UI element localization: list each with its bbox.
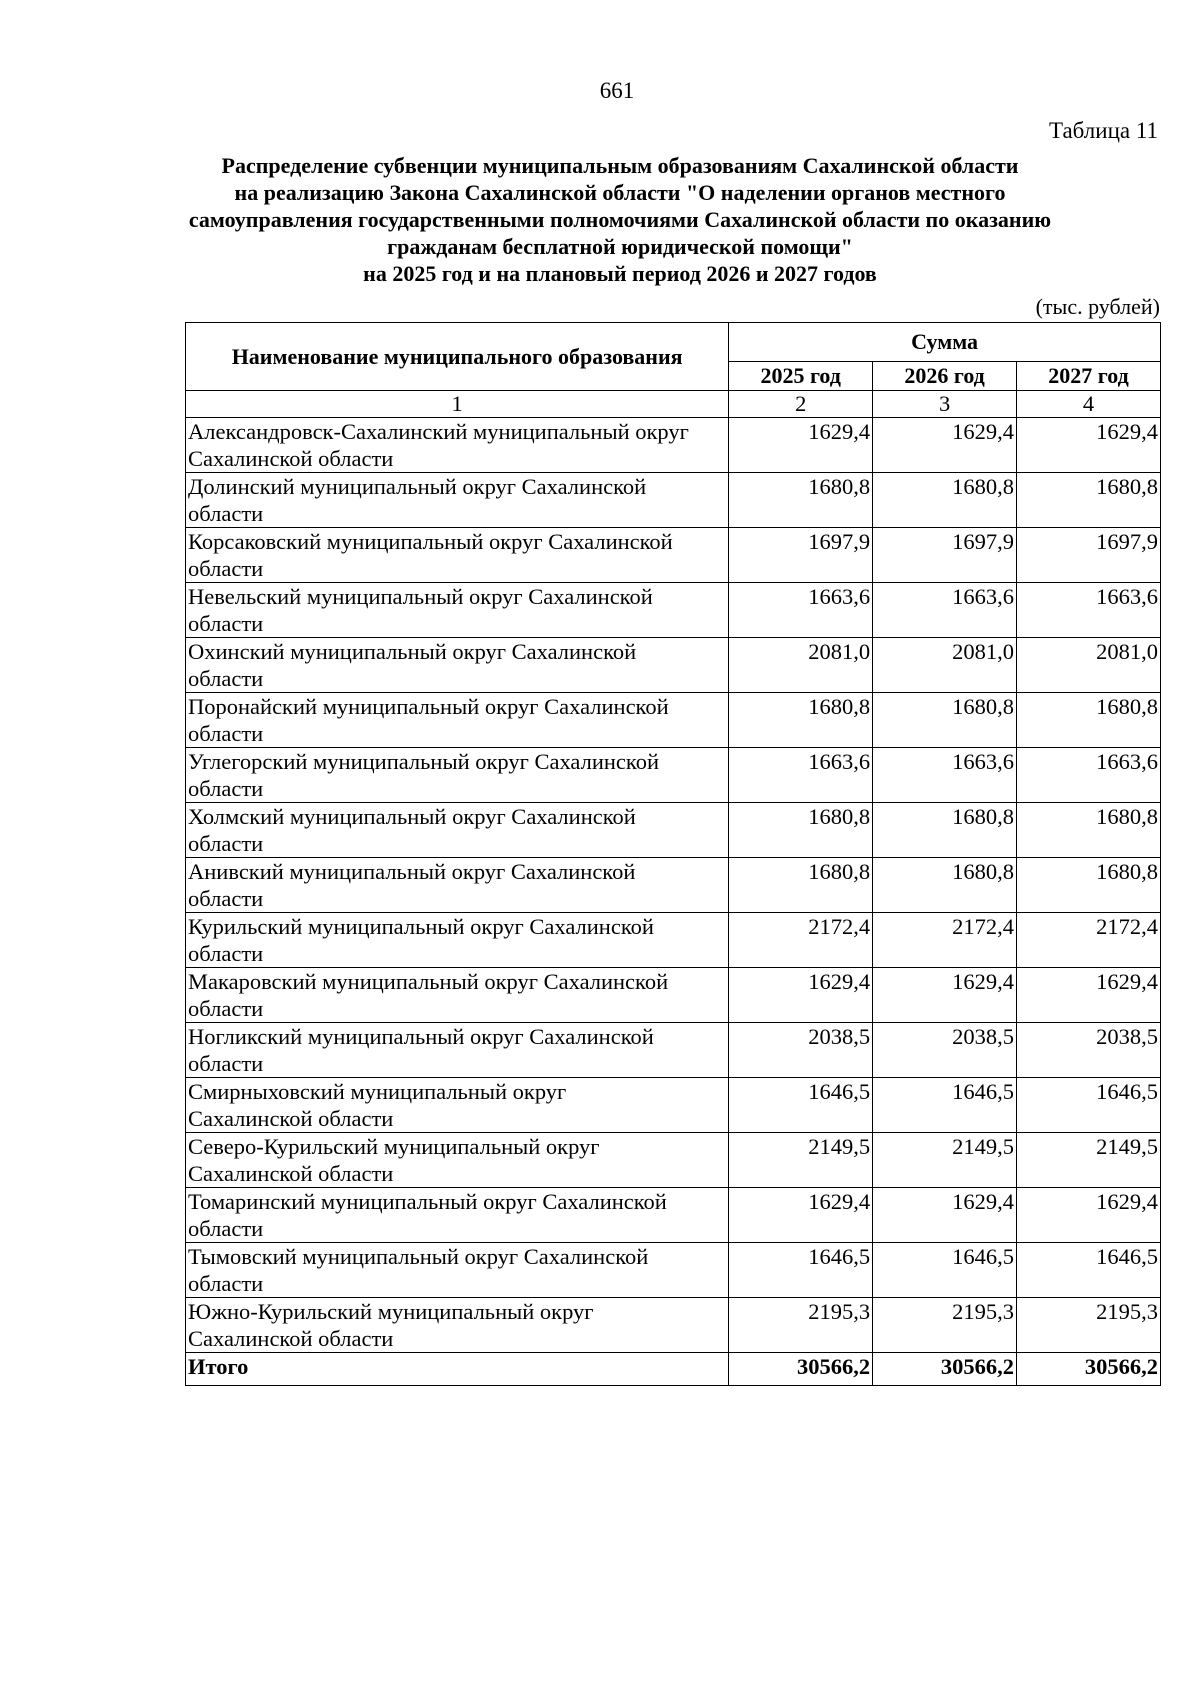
amount-cell: 1680,8	[729, 473, 873, 528]
table-row	[186, 858, 1161, 913]
amount-cell: 1680,8	[1017, 858, 1161, 913]
municipality-name-line: Смирныховский муниципальный округ	[188, 1079, 567, 1104]
table-row	[186, 803, 1161, 858]
amount-cell: 1646,5	[729, 1243, 873, 1298]
municipality-name-line: Курильский муниципальный округ Сахалинской	[188, 914, 654, 939]
page-number: 661	[599, 78, 635, 103]
municipality-name-line: области	[188, 1271, 264, 1296]
municipality-name	[186, 473, 729, 528]
header-sum: Сумма	[729, 323, 1161, 362]
amount-cell: 2149,5	[873, 1133, 1017, 1188]
municipality-name	[186, 693, 729, 748]
amount-cell: 1680,8	[873, 858, 1017, 913]
amount-cell: 1663,6	[1017, 748, 1161, 803]
amount-cell: 1663,6	[729, 583, 873, 638]
total-row	[186, 1353, 1161, 1386]
table-row	[186, 1243, 1161, 1298]
amount-cell: 1629,4	[873, 968, 1017, 1023]
table-row	[186, 528, 1161, 583]
municipality-name-line: области	[188, 611, 264, 636]
amount-cell: 2172,4	[873, 913, 1017, 968]
amount-cell: 1646,5	[1017, 1243, 1161, 1298]
municipality-name-line: Сахалинской области	[188, 446, 394, 471]
total-amount: 30566,2	[729, 1353, 873, 1386]
table-row	[186, 638, 1161, 693]
municipality-name	[186, 1243, 729, 1298]
total-amount: 30566,2	[873, 1353, 1017, 1386]
municipality-name-line: области	[188, 666, 264, 691]
municipality-name	[186, 528, 729, 583]
units-label: (тыс. рублей)	[1035, 294, 1160, 319]
municipality-name-line: Макаровский муниципальный округ Сахалинской	[188, 969, 669, 994]
municipality-name-line: области	[188, 1216, 264, 1241]
table-row	[186, 1078, 1161, 1133]
municipality-name-line: Поронайский муниципальный округ Сахалинской	[188, 694, 669, 719]
municipality-name-line: области	[188, 721, 264, 746]
municipality-name	[186, 1188, 729, 1243]
table-row	[186, 913, 1161, 968]
municipality-name-line: Томаринский муниципальный округ Сахалинской	[188, 1189, 667, 1214]
amount-cell: 1646,5	[873, 1078, 1017, 1133]
title-line: гражданам бесплатной юридической помощи"	[387, 234, 853, 259]
amount-cell: 2195,3	[1017, 1298, 1161, 1353]
amount-cell: 1680,8	[1017, 693, 1161, 748]
amount-cell: 1629,4	[729, 418, 873, 473]
municipality-name-line: области	[188, 831, 264, 856]
municipality-name-line: области	[188, 996, 264, 1021]
document-title	[140, 152, 1100, 287]
amount-cell: 2081,0	[729, 638, 873, 693]
municipality-name-line: Ногликский муниципальный округ Сахалинской	[188, 1024, 654, 1049]
header-year: 2026 год	[873, 362, 1017, 391]
amount-cell: 1680,8	[873, 693, 1017, 748]
municipality-name-line: Сахалинской области	[188, 1161, 394, 1186]
amount-cell: 1629,4	[729, 1188, 873, 1243]
municipality-name	[186, 803, 729, 858]
amount-cell: 1680,8	[873, 473, 1017, 528]
municipality-name	[186, 583, 729, 638]
total-amount: 30566,2	[1017, 1353, 1161, 1386]
amount-cell: 1629,4	[873, 1188, 1017, 1243]
amount-cell: 1697,9	[1017, 528, 1161, 583]
amount-cell: 1680,8	[873, 803, 1017, 858]
municipality-name-line: области	[188, 776, 264, 801]
municipality-name	[186, 1133, 729, 1188]
municipality-name-line: Углегорский муниципальный округ Сахалинской	[188, 749, 659, 774]
header-name: Наименование муниципального образования	[186, 323, 729, 391]
municipality-name-line: области	[188, 1051, 264, 1076]
municipality-name	[186, 748, 729, 803]
column-number: 1	[186, 391, 729, 418]
municipality-name	[186, 1023, 729, 1078]
amount-cell: 2081,0	[1017, 638, 1161, 693]
municipality-name-line: Анивский муниципальный округ Сахалинской	[188, 859, 636, 884]
municipality-name-line: Тымовский муниципальный округ Сахалинской	[188, 1244, 649, 1269]
table-row	[186, 1133, 1161, 1188]
amount-cell: 1663,6	[729, 748, 873, 803]
amount-cell: 1629,4	[1017, 418, 1161, 473]
municipality-name	[186, 913, 729, 968]
column-number: 3	[873, 391, 1017, 418]
municipality-name	[186, 858, 729, 913]
title-line: на 2025 год и на плановый период 2026 и 2027 годов	[363, 261, 877, 286]
table-row	[186, 748, 1161, 803]
municipality-name-line: Охинский муниципальный округ Сахалинской	[188, 639, 637, 664]
header-year: 2025 год	[729, 362, 873, 391]
total-label: Итого	[186, 1353, 729, 1386]
municipality-name	[186, 418, 729, 473]
amount-cell: 2195,3	[873, 1298, 1017, 1353]
amount-cell: 2149,5	[1017, 1133, 1161, 1188]
header-year: 2027 год	[1017, 362, 1161, 391]
subvention-table	[185, 322, 1161, 1386]
column-number: 2	[729, 391, 873, 418]
amount-cell: 1629,4	[873, 418, 1017, 473]
amount-cell: 1680,8	[1017, 473, 1161, 528]
amount-cell: 1680,8	[1017, 803, 1161, 858]
amount-cell: 1680,8	[729, 803, 873, 858]
amount-cell: 2149,5	[729, 1133, 873, 1188]
municipality-name-line: области	[188, 886, 264, 911]
municipality-name-line: Сахалинской области	[188, 1326, 394, 1351]
amount-cell: 1646,5	[873, 1243, 1017, 1298]
amount-cell: 2195,3	[729, 1298, 873, 1353]
amount-cell: 1629,4	[1017, 1188, 1161, 1243]
municipality-name	[186, 638, 729, 693]
amount-cell: 1680,8	[729, 858, 873, 913]
municipality-name	[186, 1078, 729, 1133]
amount-cell: 1697,9	[729, 528, 873, 583]
municipality-name-line: области	[188, 501, 264, 526]
municipality-name-line: Невельский муниципальный округ Сахалинской	[188, 584, 653, 609]
table-row	[186, 583, 1161, 638]
table-row	[186, 418, 1161, 473]
municipality-name-line: Александровск-Сахалинский муниципальный округ	[188, 419, 689, 444]
municipality-name-line: области	[188, 556, 264, 581]
amount-cell: 1646,5	[729, 1078, 873, 1133]
municipality-name	[186, 1298, 729, 1353]
municipality-name-line: области	[188, 941, 264, 966]
amount-cell: 2038,5	[873, 1023, 1017, 1078]
table-row	[186, 473, 1161, 528]
amount-cell: 1629,4	[1017, 968, 1161, 1023]
municipality-name-line: Северо-Курильский муниципальный округ	[188, 1134, 600, 1159]
amount-cell: 2172,4	[1017, 913, 1161, 968]
municipality-name-line: Холмский муниципальный округ Сахалинской	[188, 804, 636, 829]
municipality-name-line: Южно-Курильский муниципальный округ	[188, 1299, 594, 1324]
amount-cell: 1663,6	[873, 748, 1017, 803]
amount-cell: 2172,4	[729, 913, 873, 968]
table-row	[186, 968, 1161, 1023]
title-line: на реализацию Закона Сахалинской области "О наделении органов местного	[234, 180, 1006, 205]
amount-cell: 2038,5	[729, 1023, 873, 1078]
amount-cell: 2038,5	[1017, 1023, 1161, 1078]
amount-cell: 1629,4	[729, 968, 873, 1023]
amount-cell: 1646,5	[1017, 1078, 1161, 1133]
column-number: 4	[1017, 391, 1161, 418]
title-line: самоуправления государственными полномочиями Сахалинской области по оказанию	[188, 207, 1052, 232]
amount-cell: 2081,0	[873, 638, 1017, 693]
amount-cell: 1680,8	[729, 693, 873, 748]
title-line: Распределение субвенции муниципальным образованиям Сахалинской области	[221, 153, 1019, 178]
amount-cell: 1663,6	[873, 583, 1017, 638]
table-row	[186, 693, 1161, 748]
amount-cell: 1697,9	[873, 528, 1017, 583]
table-row	[186, 1023, 1161, 1078]
table-row	[186, 1188, 1161, 1243]
municipality-name-line: Корсаковский муниципальный округ Сахалинской	[188, 529, 673, 554]
municipality-name-line: Долинский муниципальный округ Сахалинской	[188, 474, 647, 499]
table-row	[186, 1298, 1161, 1353]
amount-cell: 1663,6	[1017, 583, 1161, 638]
municipality-name	[186, 968, 729, 1023]
table-label: Таблица 11	[1048, 118, 1158, 143]
municipality-name-line: Сахалинской области	[188, 1106, 394, 1131]
